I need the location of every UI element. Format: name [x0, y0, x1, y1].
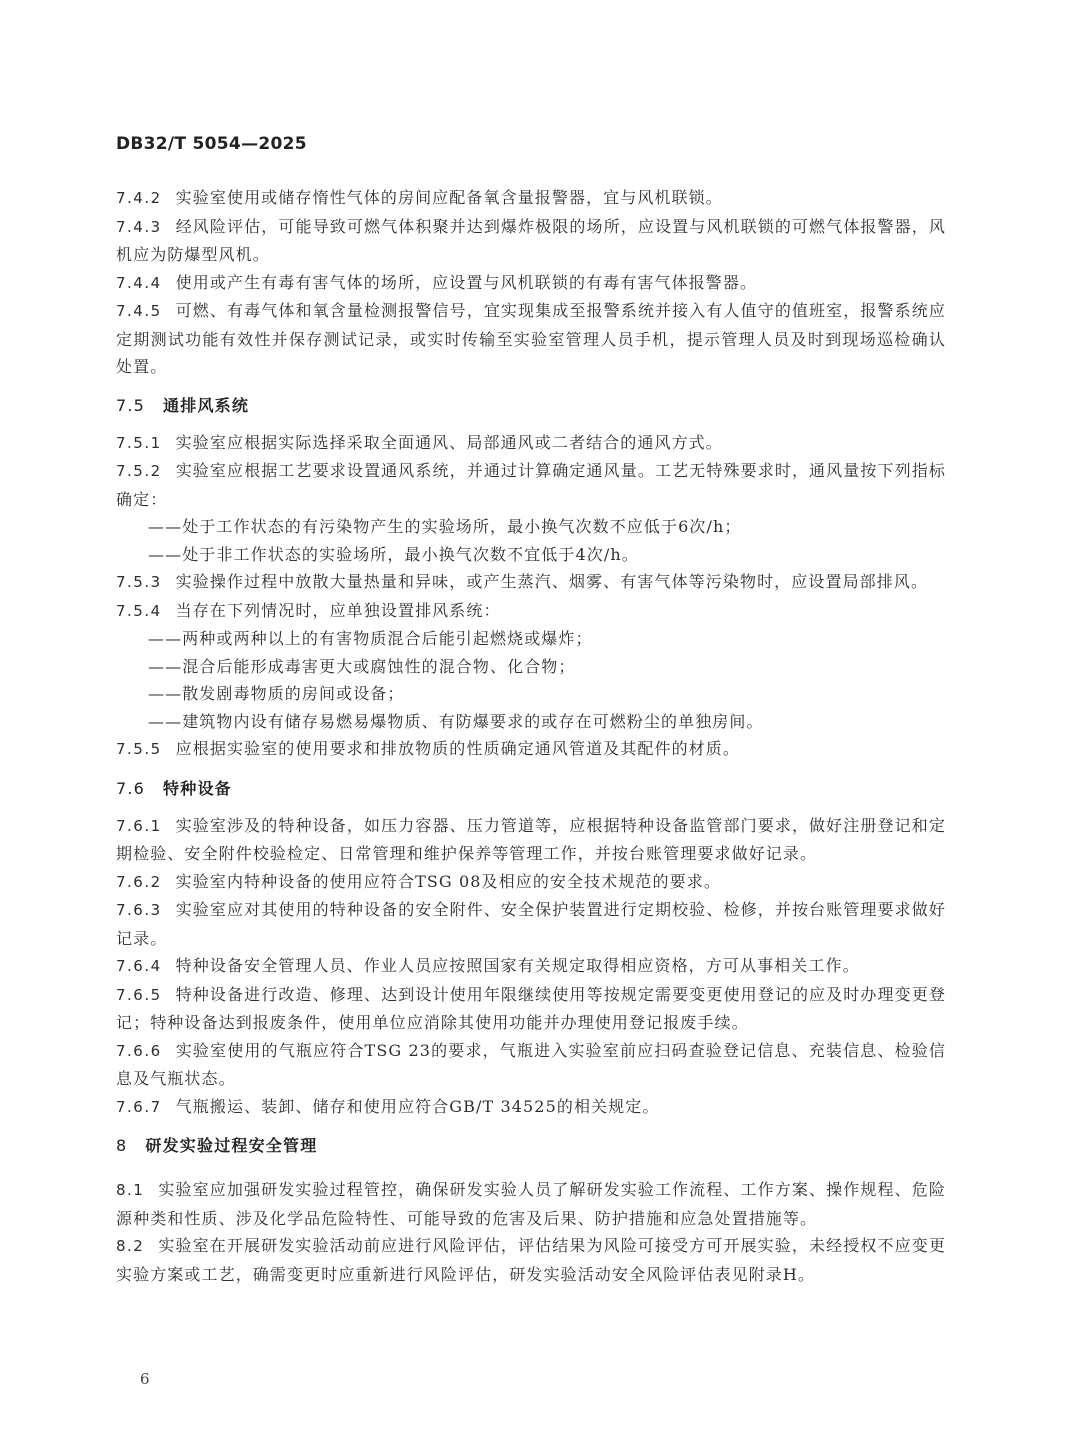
document-code: DB32/T 5054—2025: [116, 134, 307, 154]
clause-7-6-7: 7.6.7 气瓶搬运、装卸、储存和使用应符合GB/T 34525的相关规定。: [116, 1096, 660, 1116]
clause-7-5-1: 7.5.1 实验室应根据实际选择采取全面通风、局部通风或二者结合的通风方式。: [116, 432, 723, 452]
clause-7-6-2: 7.6.2 实验室内特种设备的使用应符合TSG 08及相应的安全技术规范的要求。: [116, 871, 721, 891]
clause-7-6-3: 7.6.3 实验室应对其使用的特种设备的安全附件、安全保护装置进行定期校验、检修，并按台账管理要求做好记录。: [116, 900, 946, 948]
clause-8-1: 8.1 实验室应加强研发实验过程管控，确保研发实验人员了解研发实验工作流程、工作方案、操作规程、危险源种类和性质、涉及化学品危险特性、可能导致的危害及后果、防护措施和应急处置措施等。: [116, 1180, 946, 1228]
section-heading-7-6: 7.6 特种设备: [116, 778, 232, 798]
clause-7-5-4: 7.5.4 当存在下列情况时，应单独设置排风系统：: [116, 600, 501, 620]
clause-7-6-4: 7.6.4 特种设备安全管理人员、作业人员应按照国家有关规定取得相应资格，方可从事相关工作。: [116, 956, 860, 975]
clause-8-2: 8.2 实验室在开展研发实验活动前应进行风险评估，评估结果为风险可接受方可开展实验，未经授权不应变更实验方案或工艺，确需变更时应重新进行风险评估，研发实验活动安全风险评估表见附录H。: [116, 1236, 946, 1284]
section-heading-7-5: 7.5 通排风系统: [116, 395, 250, 415]
clause-7-4-4: 7.4.4 使用或产生有毒有害气体的场所，应设置与风机联锁的有毒有害气体报警器。: [116, 272, 758, 292]
clause-7-4-3: 7.4.3 经风险评估，可能导致可燃气体积聚并达到爆炸极限的场所，应设置与风机联锁的可燃气体报警器，风机应为防爆型风机。: [116, 216, 946, 264]
list-item: ——散发剧毒物质的房间或设备；: [148, 684, 405, 703]
clause-7-6-5: 7.6.5 特种设备进行改造、修理、达到设计使用年限继续使用等按规定需要变更使用登记的应及时办理变更登记；特种设备达到报废条件，使用单位应消除其使用功能并办理使用登记报废手续。: [116, 984, 946, 1032]
clause-7-4-2: 7.4.2 实验室使用或储存惰性气体的房间应配备氧含量报警器，宜与风机联锁。: [116, 188, 723, 207]
list-item: ——处于非工作状态的实验场所，最小换气次数不宜低于4次/h。: [148, 544, 639, 564]
list-item: ——两种或两种以上的有害物质混合后能引起燃烧或爆炸；: [148, 629, 593, 648]
clause-7-4-5: 7.4.5 可燃、有毒气体和氧含量检测报警信号，宜实现集成至报警系统并接入有人值守的值班室，报警系统应定期测试功能有效性并保存测试记录，或实时传输至实验室管理人员手机，提示管理人员及时到现场巡检确认处置。: [116, 301, 946, 376]
clause-7-6-1: 7.6.1 实验室涉及的特种设备，如压力容器、压力管道等，应根据特种设备监管部门要求，做好注册登记和定期检验、安全附件校验检定、日常管理和维护保养等管理工作，并按台账管理要求做好记录。: [116, 815, 946, 863]
list-item: ——混合后能形成毒害更大或腐蚀性的混合物、化合物；: [148, 656, 576, 676]
section-heading-8: 8 研发实验过程安全管理: [116, 1136, 318, 1155]
page-number: 6: [140, 1370, 150, 1388]
list-item: ——建筑物内设有储存易燃易爆物质、有防爆要求的或存在可燃粉尘的单独房间。: [148, 711, 764, 731]
clause-7-6-6: 7.6.6 实验室使用的气瓶应符合TSG 23的要求，气瓶进入实验室前应扫码查验登记信息、充装信息、检验信息及气瓶状态。: [116, 1040, 946, 1088]
document-body: [116, 184, 946, 1288]
clause-7-5-3: 7.5.3 实验操作过程中放散大量热量和异味，或产生蒸汽、烟雾、有害气体等污染物时，应设置局部排风。: [116, 572, 929, 591]
clause-7-5-2: 7.5.2 实验室应根据工艺要求设置通风系统，并通过计算确定通风量。工艺无特殊要求时，通风量按下列指标确定：: [116, 461, 946, 509]
list-item: ——处于工作状态的有污染物产生的实验场所，最小换气次数不应低于6次/h；: [148, 517, 742, 536]
clause-7-5-5: 7.5.5 应根据实验室的使用要求和排放物质的性质确定通风管道及其配件的材质。: [116, 739, 740, 758]
